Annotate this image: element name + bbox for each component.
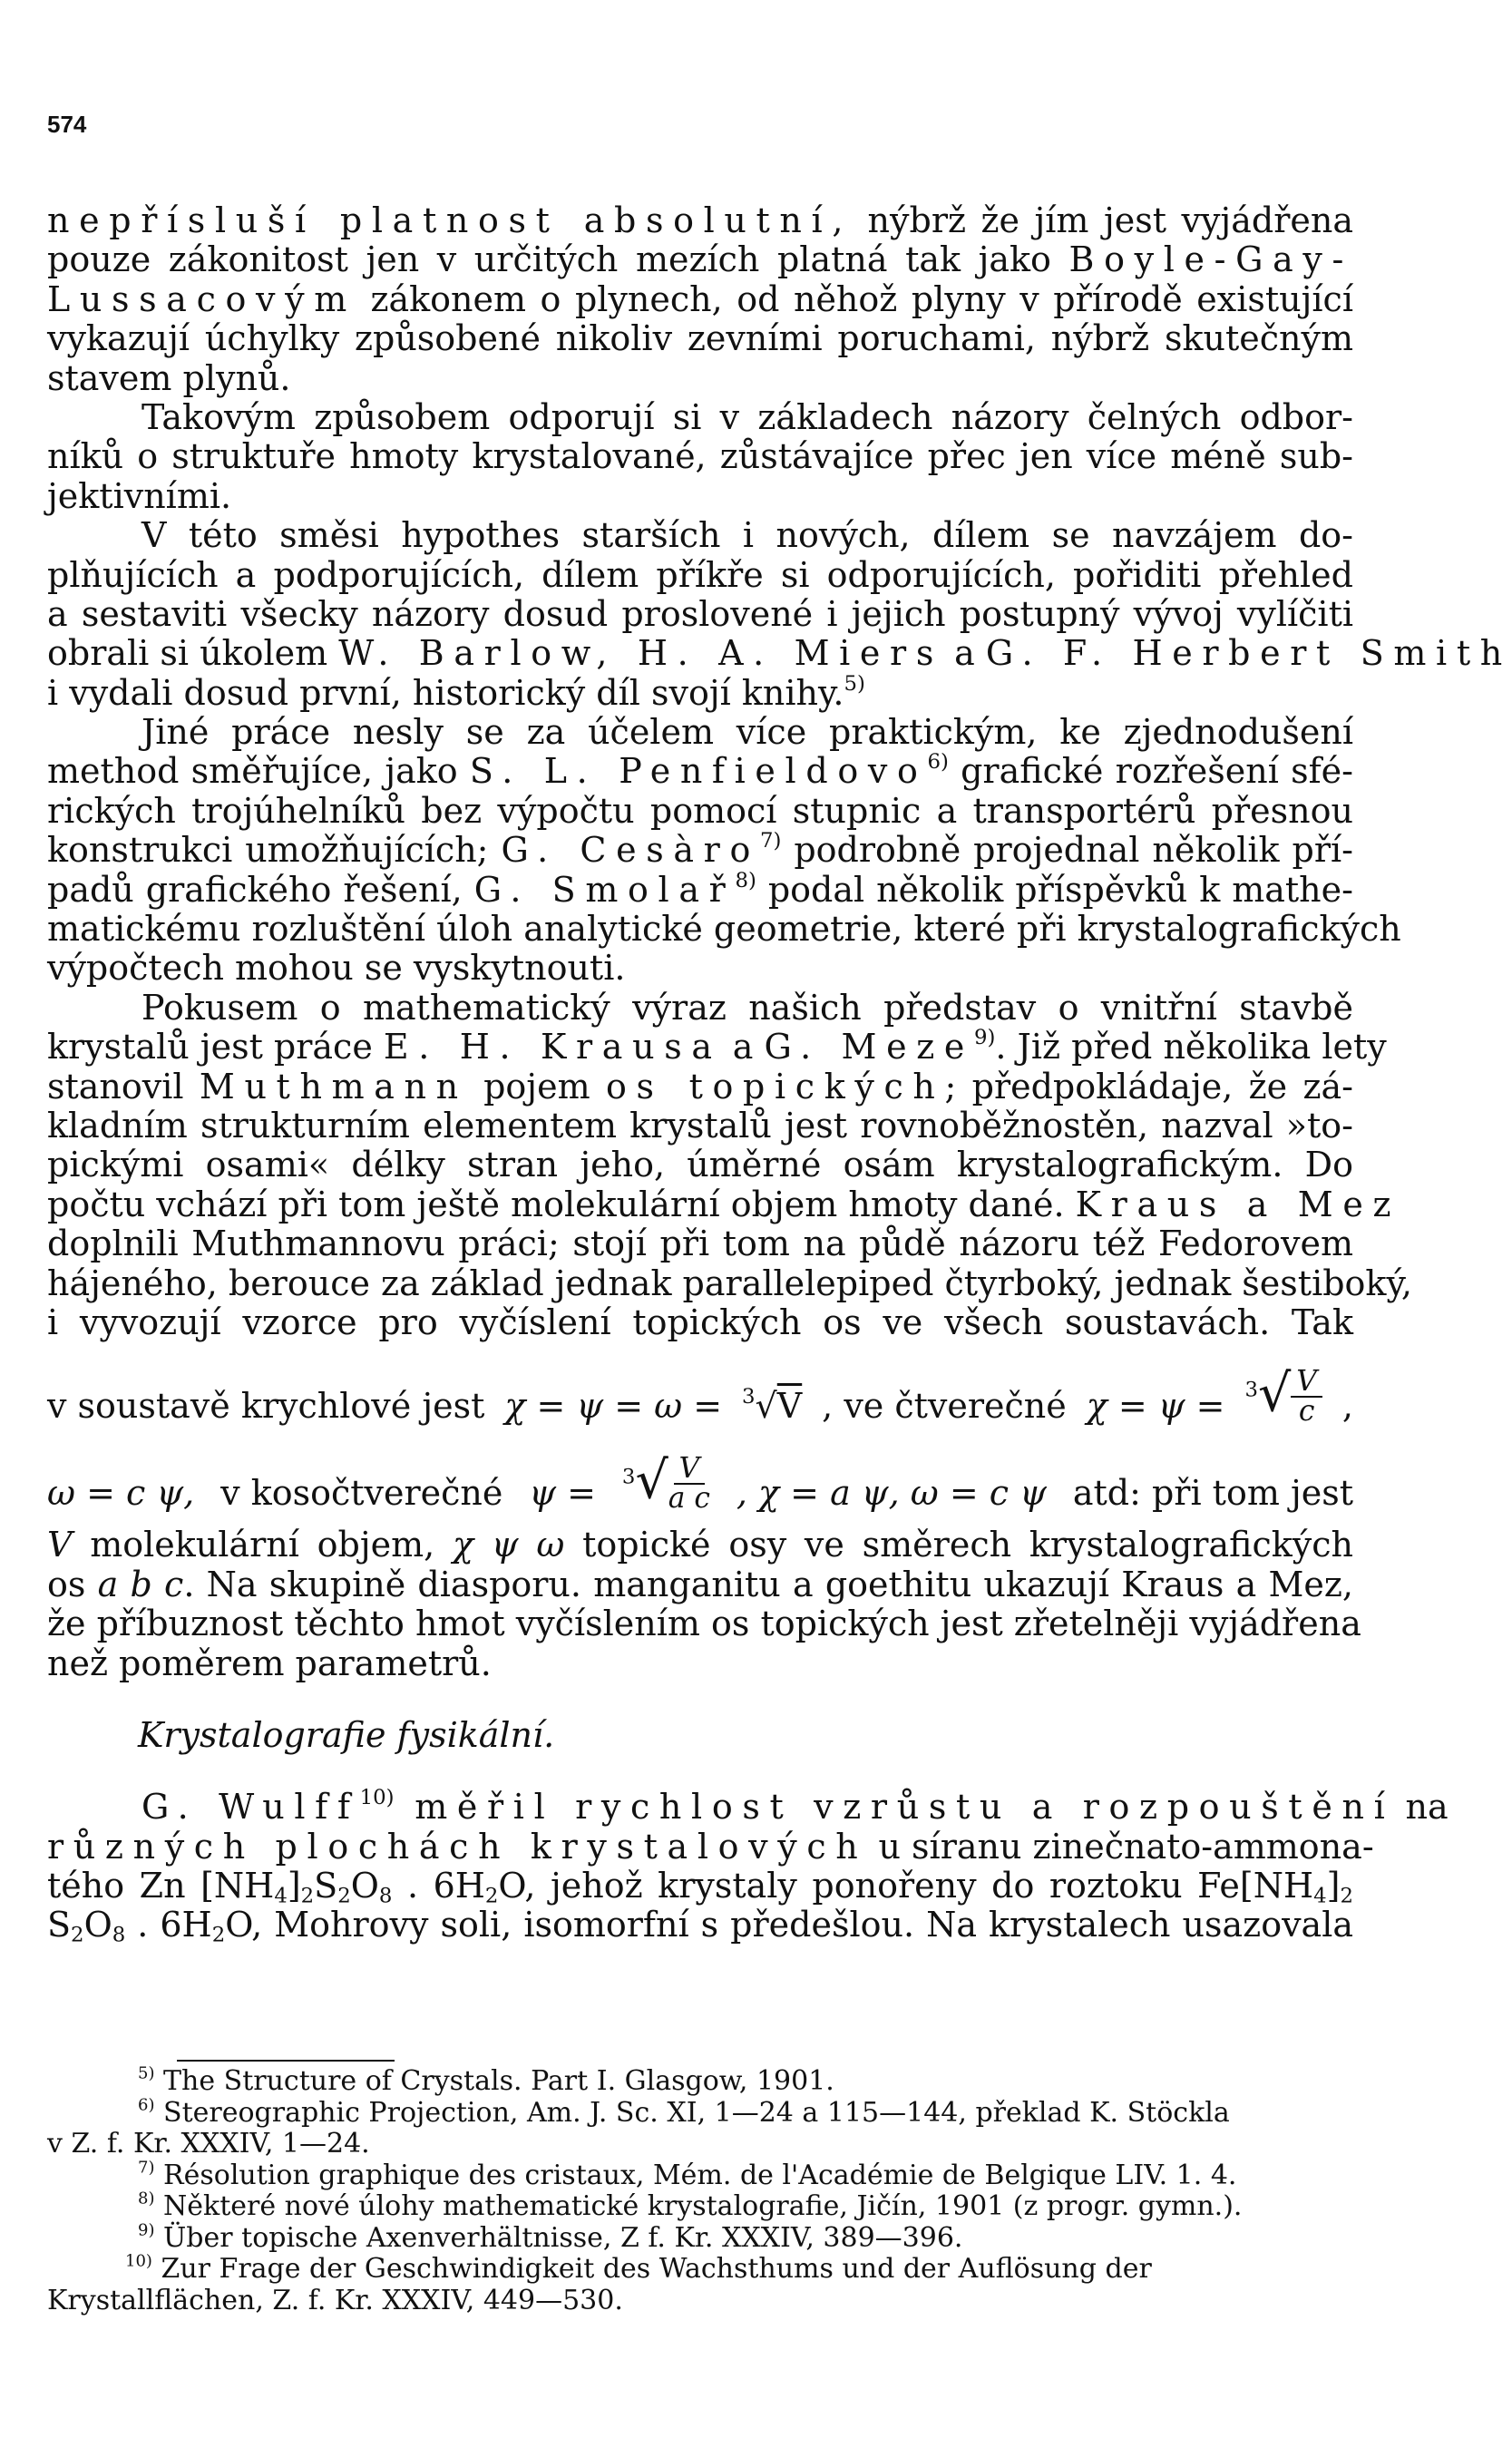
formula: , χ = a ψ, ω = c ψ (736, 1472, 1047, 1513)
formula: ψ = (529, 1472, 597, 1513)
text-line: V molekulární objem, χ ψ ω topické osy ve směrech krystalografických (47, 1525, 1353, 1565)
text-line: vykazují úchylky způsobené nikoliv zevními poruchami, nýbrž skutečným (47, 318, 1353, 359)
text-line: nepřísluší platnost absolutní, nýbrž že jím jest vyjádřena (47, 200, 1353, 240)
text-line: pickými osami« délky stran jeho, úměrné osám krystalografickým. Do (47, 1145, 1353, 1185)
text-line: obrali si úkolem W. Barlow, H. A. Miers a G. F. Herbert Smith (47, 633, 1512, 674)
text-line: plňujících a podporujících, dílem příkře si odporujících, pořiditi přehled (47, 554, 1353, 595)
footnote-continuation: Krystallflächen, Z. f. Kr. XXXIV, 449—530. (47, 2284, 623, 2316)
text-line: kladním strukturním elementem krystalů jest rovnoběžnostěn, nazval »to- (47, 1105, 1353, 1146)
text-line: konstrukci umožňujících; G. Cesàro$^{7)}$ podrobně projednal několik pří- (47, 829, 1353, 871)
cube-root: $^3$√V (742, 1384, 803, 1426)
page-number: 574 (47, 111, 87, 138)
text-line: různých plochách krystalových u síranu zinečnato-ammona- (47, 1826, 1374, 1867)
text-line: že příbuznost těchto hmot vyčíslením os topických jest zřetelněji vyjádřena (47, 1604, 1361, 1644)
formula-line: v soustavě krychlové jest χ = ψ = ω = $^3$√V , ve čtverečné χ = ψ = $^3$√ $\frac{V}{c}$ , (47, 1363, 1353, 1428)
text-line: stanovil Muthmann pojem os topických; předpokládaje, že zá- (47, 1066, 1353, 1107)
cube-root: $^3$√ $\frac{V}{c}$ (1244, 1368, 1322, 1427)
page-body (47, 200, 1512, 1948)
text-line: Jiné práce nesly se za účelem více praktickým, ke zjednodušení (141, 712, 1353, 753)
text-line: i vydali dosud první, historický díl svojí knihy.$^{5)}$ (47, 671, 865, 713)
text-line: i vyvozují vzorce pro vyčíslení topických os ve všech soustavách. Tak (47, 1302, 1353, 1342)
text-line: níků o struktuře hmoty krystalované, zůstávajíce přec jen více méně sub- (47, 436, 1353, 477)
footnotes (47, 2063, 1353, 2316)
formula: χ = ψ = (1086, 1385, 1225, 1426)
text-line: jektivními. (47, 475, 232, 516)
footnote: $^{9)}$ Über topische Axenverhältnisse, Z f. Kr. XXXIV, 389—396. (138, 2219, 963, 2254)
formula: χ = ψ = ω = (504, 1385, 723, 1426)
text-line: method směřujíce, jako S. L. Penfieldovo$^{6)}$ grafické rozřešení sfé- (47, 750, 1353, 792)
text-line: hájeného, berouce za základ jednak parallelepiped čtyrboký, jednak šestiboký, (47, 1263, 1412, 1303)
footnote: $^{5)}$ The Structure of Crystals. Part I. Glasgow, 1901. (138, 2063, 834, 2097)
text-line: Lussacovým zákonem o plynech, od něhož plyny v přírodě existující (47, 278, 1353, 319)
text-line: rických trojúhelníků bez výpočtu pomocí stupnic a transportérů přesnou (47, 790, 1353, 831)
text-line: V této směsi hypothes starších i nových, dílem se navzájem do- (141, 515, 1353, 556)
footnote: $^{8)}$ Některé nové úlohy mathematické krystalografie, Jičín, 1901 (z progr. gymn.). (138, 2189, 1243, 2222)
text-line: pouze zákonitost jen v určitých mezích platná tak jako Boyle-Gay- (47, 239, 1353, 280)
footnote: $^{6)}$ Stereographic Projection, Am. J. Sc. XI, 1—24 a 115—144, překlad K. Stöckla (138, 2094, 1230, 2129)
section-heading: Krystalografie fysikální. (138, 1714, 555, 1755)
text-line: Pokusem o mathematický výraz našich představ o vnitřní stavbě (141, 987, 1353, 1028)
text-line: padů grafického řešení, G. Smolař$^{8)}$ podal několik příspěvků k mathe- (47, 868, 1353, 910)
text-line: výpočtech mohou se vyskytnouti. (47, 948, 626, 989)
text-line: tého Zn $[NH_4]_2S_2O_8$ . $6H_2O$, jehož krystaly ponořeny do roztoku $Fe[NH_4]_2$ (47, 1866, 1353, 1908)
text-line: a sestaviti všecky názory dosud proslovené i jejich postupný vývoj vylíčiti (47, 593, 1353, 634)
text-line: počtu vchází při tom ještě molekulární objem hmoty dané. Kraus a Mez (47, 1184, 1401, 1224)
text-line: matickému rozluštění úloh analytické geometrie, které při krystalografických (47, 909, 1401, 950)
formula-line: ω = c ψ, v kosočtverečné ψ = $^3$√ $\frac{V}{\text{a c}}$ , χ = a ψ, ω = c ψ atd: při tom jest (47, 1450, 1353, 1515)
text-line: stavem plynů. (47, 357, 291, 398)
text-line: než poměrem parametrů. (47, 1643, 492, 1683)
cube-root: $^3$√ $\frac{V}{\text{a c}}$ (621, 1450, 710, 1515)
text-line: krystalů jest práce E. H. Krausa a G. Meze$^{9)}$. Již před několika lety (47, 1026, 1387, 1068)
text-line: os a b c. Na skupině diasporu. manganitu a goethitu ukazují Kraus a Mez, (47, 1564, 1353, 1604)
footnote-rule (177, 2060, 395, 2062)
text-line: doplnili Muthmannovu práci; stojí při tom na půdě názoru též Fedorovem (47, 1224, 1353, 1264)
footnote: $^{7)}$ Résolution graphique des cristaux, Mém. de l'Académie de Belgique LIV. 1. 4. (138, 2157, 1237, 2191)
text-line: Takovým způsobem odporují si v základech názory čelných odbor- (141, 396, 1353, 437)
footnote: $^{10)}$ Zur Frage der Geschwindigkeit des Wachsthums und der Auflösung der (125, 2251, 1152, 2285)
formula: ω = c ψ, (47, 1472, 195, 1513)
text-line: $S_2O_8$ . $6H_2O$, Mohrovy soli, isomorfní s předešlou. Na krystalech usazovala (47, 1905, 1354, 1948)
text-line: G. Wulff$^{10)}$ měřil rychlost vzrůstu a rozpouštění na (141, 1786, 1449, 1828)
footnote-continuation: v Z. f. Kr. XXXIV, 1—24. (47, 2128, 370, 2160)
